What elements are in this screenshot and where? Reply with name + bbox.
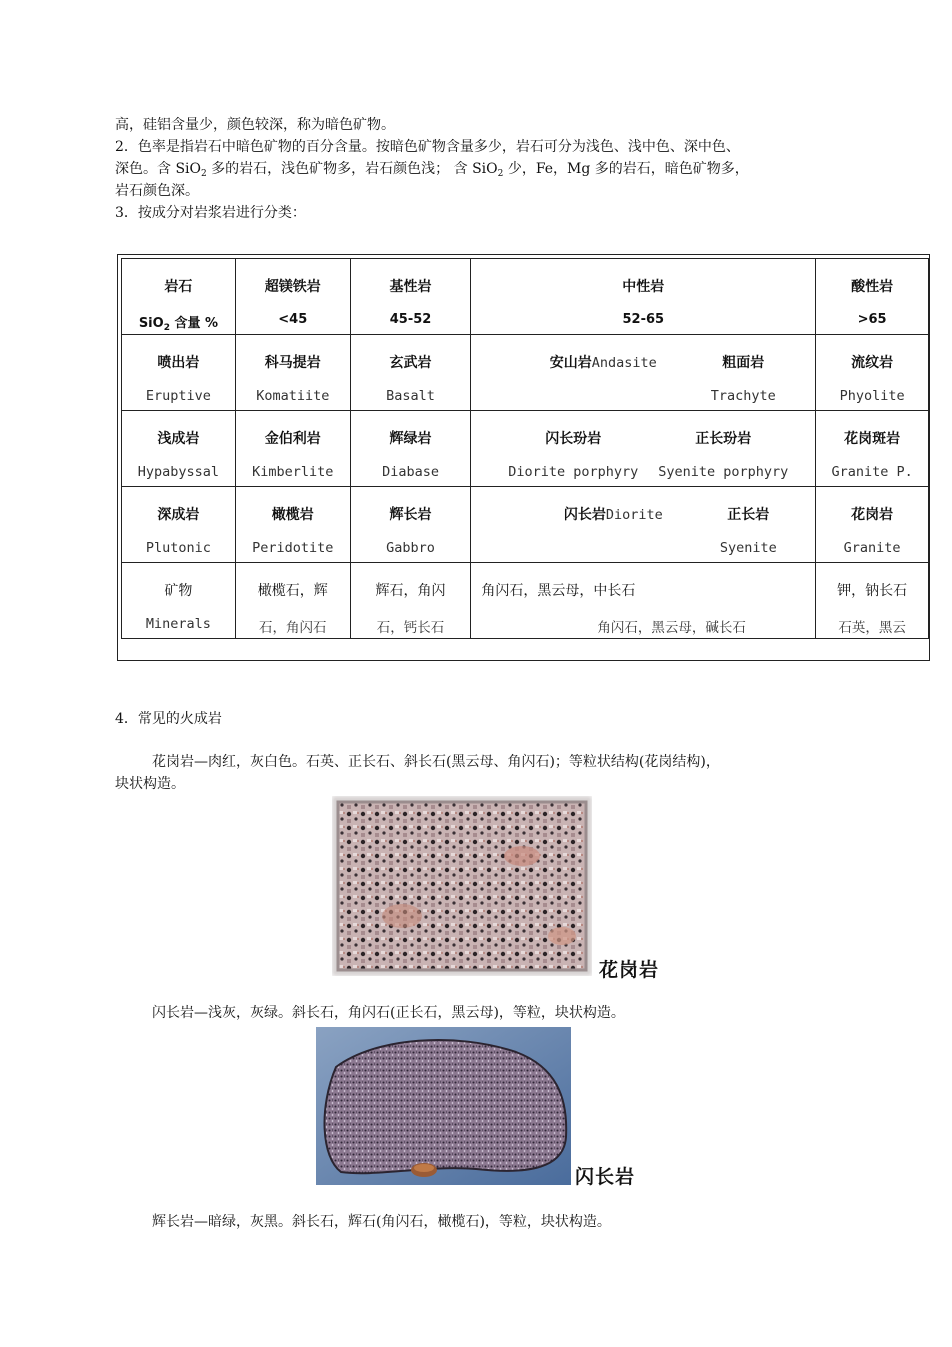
table-cell: 岩石 SiO$_2$ 含量 % bbox=[122, 259, 236, 335]
paragraph-color-index-1: 2．色率是指岩石中暗色矿物的百分含量。按暗色矿物含量多少，岩石可分为浅色、浅中色、深中色、 bbox=[115, 139, 740, 155]
classification-table-frame bbox=[117, 254, 930, 661]
granite-caption: 花岗岩 bbox=[599, 959, 660, 981]
table-cell: 金伯利岩 Kimberlite bbox=[235, 411, 350, 487]
granite-description-2: 块状构造。 bbox=[115, 776, 185, 792]
gabbro-description: 辉长岩—暗绿，灰黑。斜长石，辉石(角闪石，橄榄石)，等粒，块状构造。 bbox=[152, 1214, 611, 1230]
paragraph-color-index-2: 深色。含 SiO$_2$ 多的岩石，浅色矿物多，岩石颜色浅； 含 SiO$_2$ 少，Fe，Mg 多的岩石，暗色矿物多， bbox=[115, 161, 749, 179]
table-cell: 深成岩 Plutonic bbox=[122, 487, 236, 563]
section-title-common-igneous: 4．常见的火成岩 bbox=[115, 711, 222, 727]
table-row bbox=[122, 487, 929, 563]
table-cell: 流纹岩 Phyolite bbox=[816, 335, 929, 411]
table-cell: 矿物 Minerals bbox=[122, 563, 236, 639]
table-cell: 基性岩 45-52 bbox=[350, 259, 471, 335]
table-cell: 辉石，角闪 石，钙长石 bbox=[350, 563, 471, 639]
table-cell: 安山岩Andasite 粗面岩Trachyte bbox=[471, 335, 816, 411]
table-cell: 超镁铁岩 <45 bbox=[235, 259, 350, 335]
paragraph-classification-heading: 3．按成分对岩浆岩进行分类： bbox=[115, 205, 306, 221]
table-cell: 角闪石，黑云母，中长石 角闪石，黑云母，碱长石 bbox=[471, 563, 816, 639]
table-cell: 辉绿岩 Diabase bbox=[350, 411, 471, 487]
table-cell: 中性岩 52-65 bbox=[471, 259, 816, 335]
granite-description-1: 花岗岩—肉红，灰白色。石英、正长石、斜长石(黑云母、角闪石)；等粒状结构(花岗结构)， bbox=[152, 754, 720, 770]
granite-photo bbox=[332, 796, 592, 976]
table-cell: 橄榄石，辉 石，角闪石 bbox=[235, 563, 350, 639]
diorite-photo bbox=[316, 1027, 571, 1185]
table-row bbox=[122, 335, 929, 411]
table-cell: 橄榄岩 Peridotite bbox=[235, 487, 350, 563]
table-cell: 浅成岩 Hypabyssal bbox=[122, 411, 236, 487]
paragraph-color-index-3: 岩石颜色深。 bbox=[115, 183, 199, 199]
table-cell: 喷出岩 Eruptive bbox=[122, 335, 236, 411]
table-row bbox=[122, 563, 929, 639]
table-cell: 辉长岩 Gabbro bbox=[350, 487, 471, 563]
table-cell: 花岗斑岩 Granite P. bbox=[816, 411, 929, 487]
table-cell: 闪长岩Diorite 正长岩Syenite bbox=[471, 487, 816, 563]
table-cell: 花岗岩 Granite bbox=[816, 487, 929, 563]
table-row bbox=[122, 411, 929, 487]
table-cell: 科马提岩 Komatiite bbox=[235, 335, 350, 411]
table-row bbox=[122, 259, 929, 335]
table-cell: 玄武岩 Basalt bbox=[350, 335, 471, 411]
table-cell: 钾，钠长石 石英，黑云 bbox=[816, 563, 929, 639]
table-cell: 闪长玢岩Diorite porphyry 正长玢岩Syenite porphyry bbox=[471, 411, 816, 487]
igneous-classification-table bbox=[121, 258, 929, 639]
table-cell: 酸性岩 >65 bbox=[816, 259, 929, 335]
paragraph-dark-minerals: 高，硅铝含量少，颜色较深，称为暗色矿物。 bbox=[115, 117, 395, 133]
diorite-caption: 闪长岩 bbox=[575, 1166, 636, 1188]
diorite-description: 闪长岩—浅灰，灰绿。斜长石，角闪石(正长石，黑云母)，等粒，块状构造。 bbox=[152, 1005, 625, 1021]
